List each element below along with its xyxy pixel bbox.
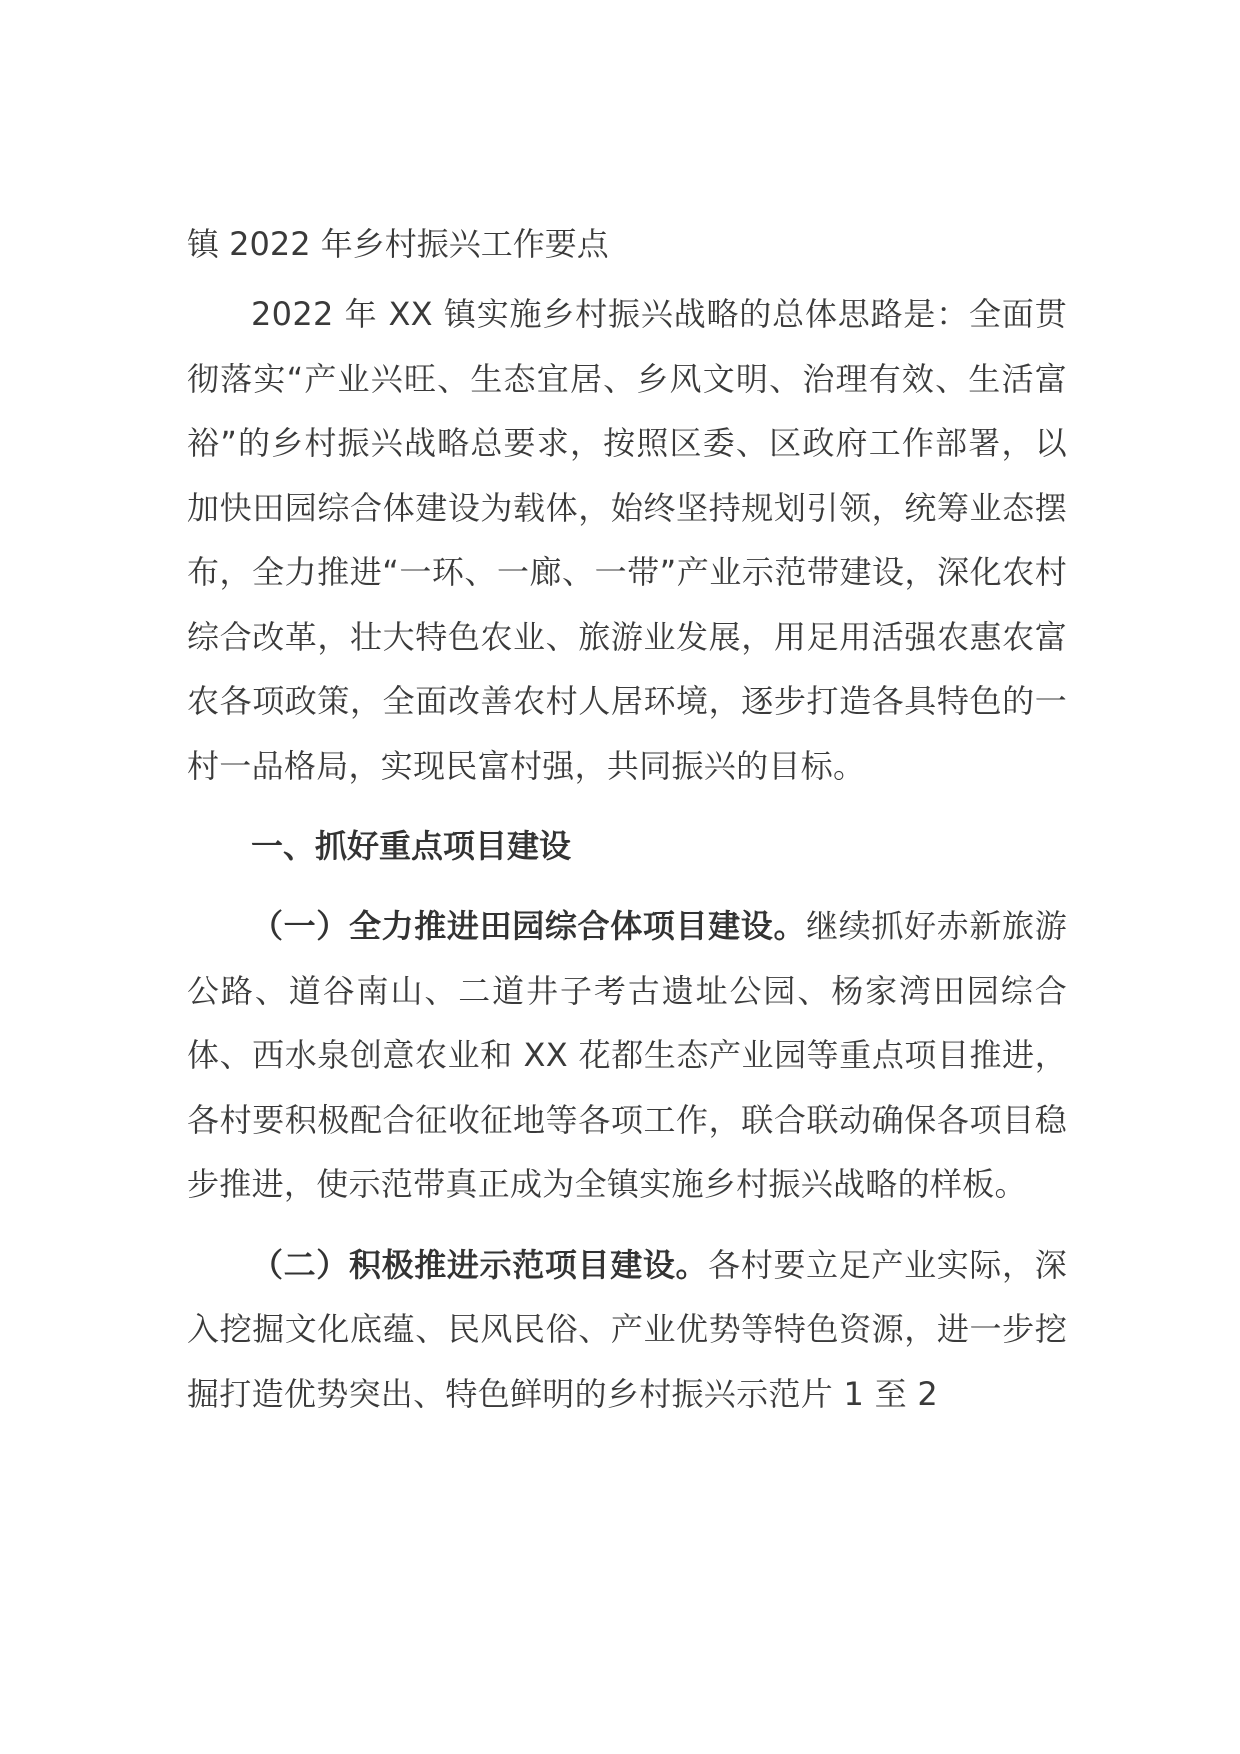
document-title: 镇 2022 年乡村振兴工作要点 — [187, 225, 609, 263]
item-lead-2: （二）积极推进示范项目建设。 — [251, 1245, 709, 1284]
section-heading: 一、抓好重点项目建设 — [251, 827, 572, 865]
intro-paragraph: 2022 年 XX 镇实施乡村振兴战略的总体思路是：全面贯彻落实“产业兴旺、生态宜居、乡风文明、治理有效、生活富裕”的乡村振兴战略总要求，按照区委、区政府工作部署，以加快田园综合体建设为载体，始终坚持规划引领，统筹业态摆布，全力推进“一环、一廊、一带”产业示范带建设，深化农村综合改革，壮大特色农业、旅游业发展，用足用活强农惠农富农各项政策，全面改善农村人居环境，逐步打造各具特色的一村一品格局，实现民富村强，共同振兴的目标。 — [187, 295, 1067, 785]
document-body — [187, 212, 1067, 1442]
item-lead-1: （一）全力推进田园综合体项目建设。 — [251, 907, 807, 945]
item-body-2: 各村要立足产业实际，深入挖掘文化底蕴、民风民俗、产业优势等特色资源，进一步挖掘打造优势突出、特色鲜明的乡村振兴示范片 1 至 2 — [187, 1245, 1067, 1413]
item-paragraph-1 — [187, 894, 1067, 1217]
item-body-1: 继续抓好赤新旅游公路、道谷南山、二道井子考古遗址公园、杨家湾田园综合体、西水泉创意农业和 XX 花都生态产业园等重点项目推进，各村要积极配合征收征地等各项工作，联合联动确保各项目稳步推进，使示范带真正成为全镇实施乡村振兴战略的样板。 — [187, 907, 1067, 1203]
item-paragraph-2 — [187, 1233, 1067, 1427]
